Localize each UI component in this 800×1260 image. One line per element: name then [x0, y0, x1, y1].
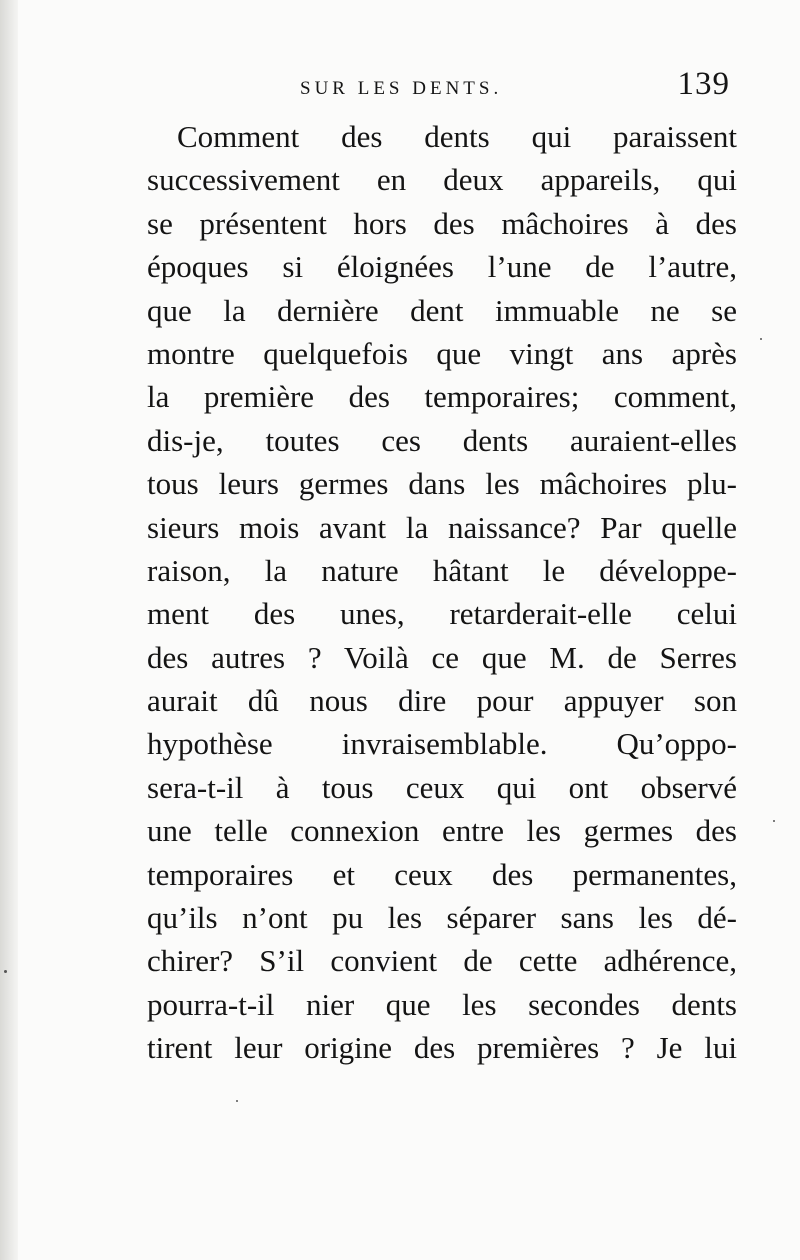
text-line: la première des temporaires; comment, — [147, 379, 737, 415]
text-line: dis-je, toutes ces dents auraient-elles — [147, 422, 737, 458]
running-title: SUR LES DENTS. — [300, 78, 503, 99]
paper-speck — [760, 338, 762, 340]
text-line: qu’ils n’ont pu les séparer sans les dé- — [147, 900, 737, 936]
text-line: chirer? S’il convient de cette adhérence, — [147, 943, 737, 979]
running-head — [150, 66, 740, 112]
paper-speck — [4, 970, 7, 973]
page-edge-shadow — [0, 0, 18, 1260]
text-line: ment des unes, retarderait-elle celui — [147, 596, 737, 632]
text-line: successivement en deux appareils, qui — [147, 162, 737, 198]
text-line: époques si éloignées l’une de l’autre, — [147, 249, 737, 285]
text-line: tirent leur origine des premières ? Je lui — [147, 1030, 737, 1066]
page-number: 139 — [677, 66, 730, 102]
text-line: montre quelquefois que vingt ans après — [147, 335, 737, 371]
text-line: que la dernière dent immuable ne se — [147, 292, 737, 328]
text-line: temporaires et ceux des permanentes, — [147, 856, 737, 892]
paper-speck — [773, 820, 775, 822]
text-line: des autres ? Voilà ce que M. de Serres — [147, 639, 737, 675]
text-line: hypothèse invraisemblable. Qu’oppo- — [147, 726, 737, 762]
text-line: sieurs mois avant la naissance? Par quelle — [147, 509, 737, 545]
body-text — [147, 115, 737, 1070]
text-line: pourra-t-il nier que les secondes dents — [147, 986, 737, 1022]
text-line: raison, la nature hâtant le développe- — [147, 552, 737, 588]
text-line: sera-t-il à tous ceux qui ont observé — [147, 769, 737, 805]
text-line: se présentent hors des mâchoires à des — [147, 205, 737, 241]
text-line: aurait dû nous dire pour appuyer son — [147, 683, 737, 719]
text-line: Comment des dents qui paraissent — [177, 119, 737, 154]
paper-speck — [236, 1100, 238, 1102]
text-line: une telle connexion entre les germes des — [147, 813, 737, 849]
text-line: tous leurs germes dans les mâchoires plu- — [147, 466, 737, 502]
